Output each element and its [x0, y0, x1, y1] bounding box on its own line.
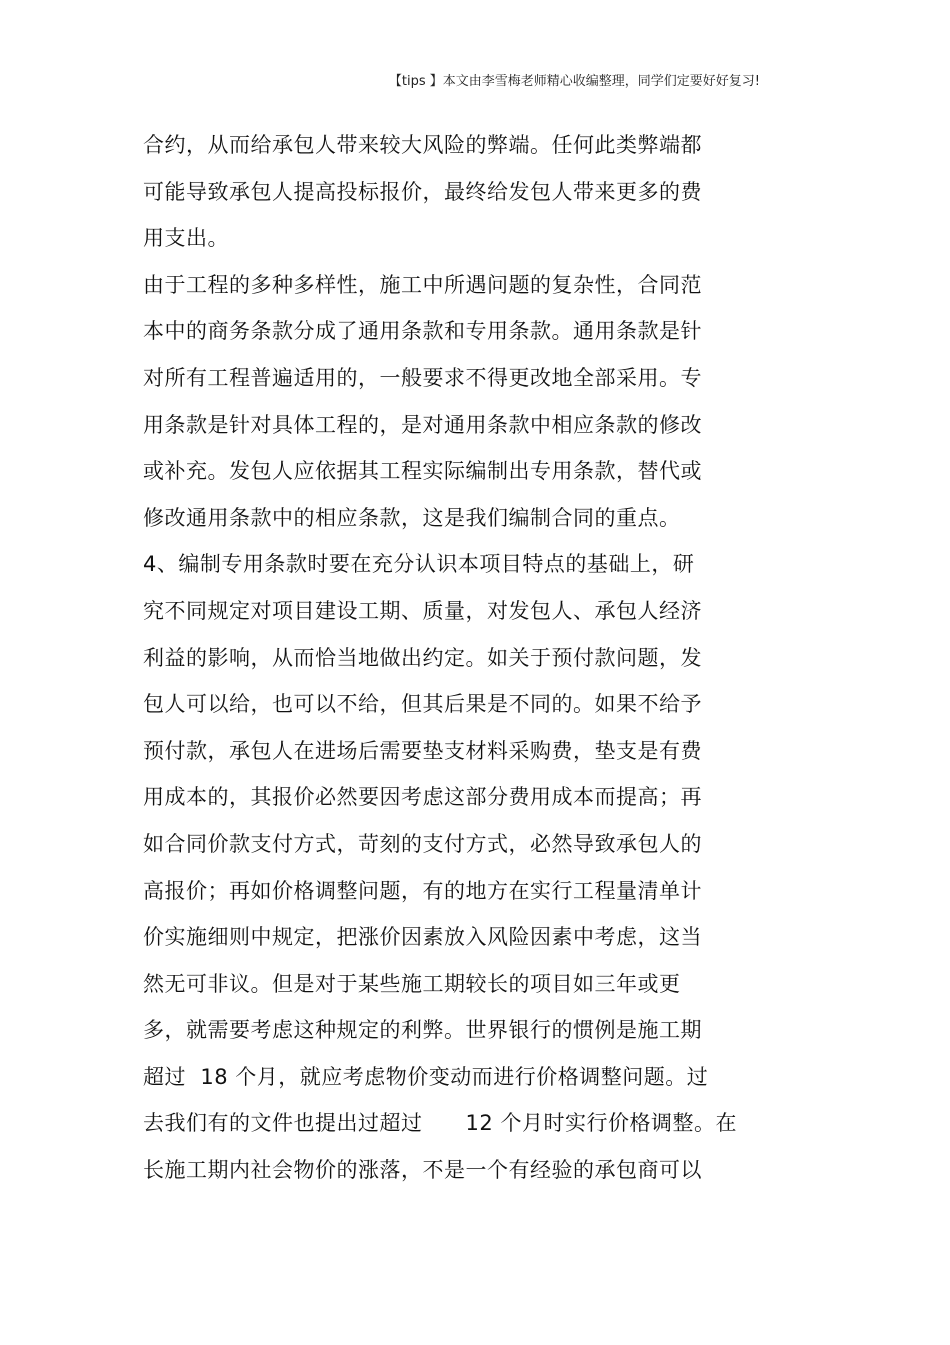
- document-body: [143, 128, 773, 1200]
- text-line: 用支出。: [143, 226, 229, 251]
- text-line: 价实施细则中规定，把涨价因素放入风险因素中考虑，这当: [143, 925, 702, 950]
- text-line: 本中的商务条款分成了通用条款和专用条款。通用条款是针: [143, 319, 702, 344]
- header-tip: 【tips 】本文由李雪梅老师精心收编整理，同学们定要好好复习!: [388, 74, 760, 89]
- text-line: 去我们有的文件也提出过超过 12 个月时实行价格调整。在: [143, 1111, 737, 1136]
- text-line: 究不同规定对项目建设工期、质量，对发包人、承包人经济: [143, 598, 702, 623]
- text-line: 多，就需要考虑这种规定的利弊。世界银行的惯例是施工期: [143, 1018, 702, 1043]
- text-line: 用条款是针对具体工程的，是对通用条款中相应条款的修改: [143, 412, 702, 437]
- text-line: 可能导致承包人提高投标报价，最终给发包人带来更多的费: [143, 179, 702, 204]
- text-line: 修改通用条款中的相应条款，这是我们编制合同的重点。: [143, 505, 681, 530]
- text-line: 预付款，承包人在进场后需要垫支材料采购费，垫支是有费: [143, 738, 702, 763]
- text-line: 包人可以给，也可以不给，但其后果是不同的。如果不给予: [143, 692, 702, 717]
- text-line: 由于工程的多种多样性，施工中所遇问题的复杂性，合同范: [143, 272, 702, 297]
- text-line: 长施工期内社会物价的涨落，不是一个有经验的承包商可以: [143, 1158, 702, 1183]
- text-line: 如合同价款支付方式，苛刻的支付方式，必然导致承包人的: [143, 831, 702, 856]
- text-line: 对所有工程普遍适用的，一般要求不得更改地全部采用。专: [143, 365, 702, 390]
- text-line: 或补充。发包人应依据其工程实际编制出专用条款，替代或: [143, 459, 702, 484]
- text-line: 利益的影响，从而恰当地做出约定。如关于预付款问题，发: [143, 645, 702, 670]
- text-line: 超过 18 个月，就应考虑物价变动而进行价格调整问题。过: [143, 1064, 709, 1089]
- text-line: 高报价；再如价格调整问题，有的地方在实行工程量清单计: [143, 878, 702, 903]
- text-line: 合约，从而给承包人带来较大风险的弊端。任何此类弊端都: [143, 133, 702, 157]
- text-line: 用成本的，其报价必然要因考虑这部分费用成本而提高；再: [143, 785, 702, 810]
- text-line: 然无可非议。但是对于某些施工期较长的项目如三年或更: [143, 971, 681, 996]
- text-line: 4、编制专用条款时要在充分认识本项目特点的基础上，研: [143, 552, 695, 577]
